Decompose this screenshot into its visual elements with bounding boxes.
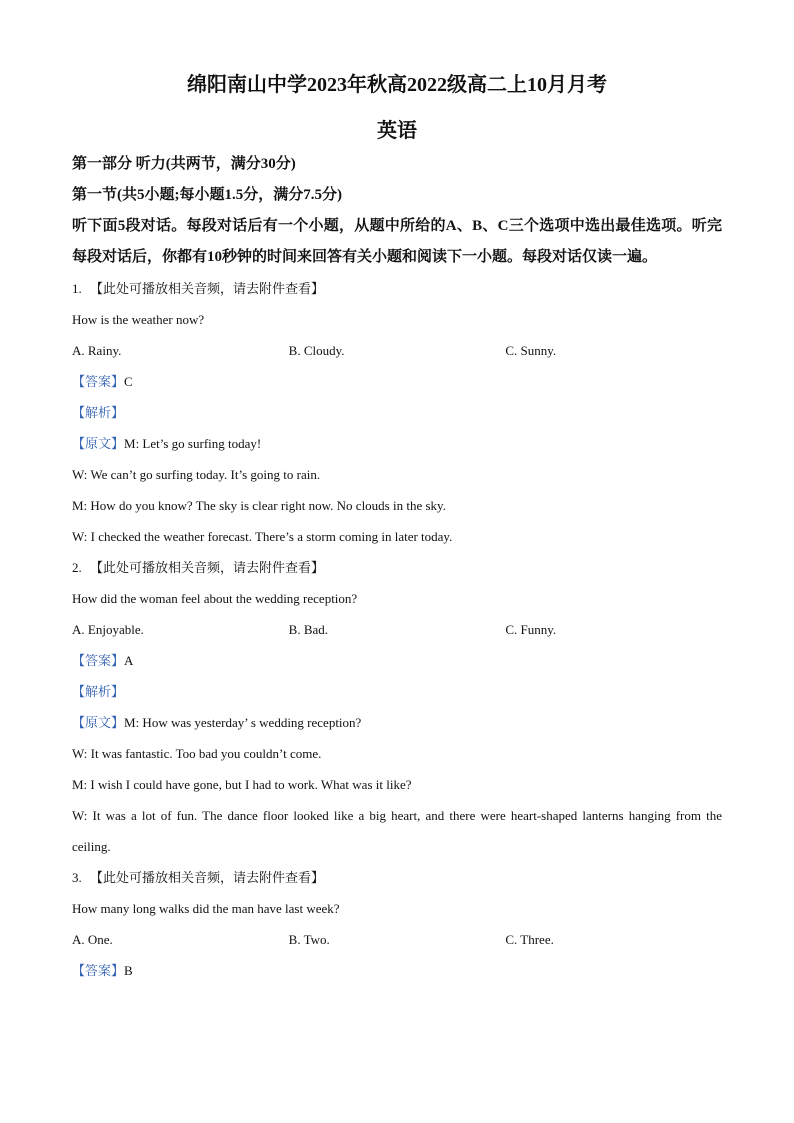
option-a: A. Rainy.	[72, 343, 122, 358]
answer-line	[72, 645, 722, 676]
options-row	[72, 614, 722, 645]
transcript-line	[72, 707, 722, 738]
analysis-label: 【解析】	[72, 405, 125, 420]
audio-placeholder[interactable]: 【此处可播放相关音频，请去附件查看】	[90, 281, 325, 296]
option-a: A. Enjoyable.	[72, 622, 144, 637]
answer-label: 【答案】	[72, 963, 125, 978]
option-c: C. Funny.	[505, 622, 557, 637]
instructions: 听下面5段对话。每段对话后有一个小题，从题中所给的A、B、C三个选项中选出最佳选项。听完每段对话后，你都有10秒钟的时间来回答有关小题和阅读下一小题。每段对话仅读一遍。	[72, 218, 722, 265]
answer-value: A	[124, 653, 134, 668]
option-c: C. Sunny.	[505, 343, 557, 358]
question-number: 1.	[72, 281, 82, 296]
transcript-line: W: I checked the weather forecast. There’s a storm coming in later today.	[72, 529, 453, 544]
answer-value: B	[124, 963, 133, 978]
transcript-line: M: How do you know? The sky is clear right now. No clouds in the sky.	[72, 498, 446, 513]
answer-value: C	[124, 374, 133, 389]
subject-title: 英语	[377, 120, 417, 142]
transcript-line: M: I wish I could have gone, but I had to work. What was it like?	[72, 777, 412, 792]
question-audio-line	[72, 862, 722, 893]
question-text: How did the woman feel about the wedding reception?	[72, 591, 358, 606]
transcript-line: W: It was fantastic. Too bad you couldn’t come.	[72, 746, 322, 761]
transcript-line: W: We can’t go surfing today. It’s going to rain.	[72, 467, 321, 482]
answer-label: 【答案】	[72, 374, 125, 389]
subsection-heading: 第一节(共5小题;每小题1.5分，满分7.5分)	[72, 187, 342, 203]
option-a: A. One.	[72, 932, 113, 947]
transcript-label: 【原文】	[72, 715, 125, 730]
audio-placeholder[interactable]: 【此处可播放相关音频，请去附件查看】	[90, 560, 325, 575]
question-text: How many long walks did the man have last week?	[72, 901, 340, 916]
option-b: B. Bad.	[288, 622, 329, 637]
question-number: 2.	[72, 560, 82, 575]
analysis-line	[72, 676, 722, 707]
options-row	[72, 924, 722, 955]
answer-line	[72, 366, 722, 397]
part-heading: 第一部分 听力(共两节，满分30分)	[72, 156, 296, 172]
transcript-label: 【原文】	[72, 436, 125, 451]
option-b: B. Cloudy.	[288, 343, 345, 358]
analysis-line	[72, 397, 722, 428]
question-audio-line	[72, 552, 722, 583]
transcript-line: W: It was a lot of fun. The dance floor looked like a big heart, and there were heart-shaped lanterns hanging from the ceiling.	[72, 808, 722, 854]
option-c: C. Three.	[505, 932, 554, 947]
answer-line	[72, 955, 722, 986]
answer-label: 【答案】	[72, 653, 125, 668]
transcript-line	[72, 428, 722, 459]
audio-placeholder[interactable]: 【此处可播放相关音频，请去附件查看】	[90, 870, 325, 885]
options-row	[72, 335, 722, 366]
question-number: 3.	[72, 870, 82, 885]
question-text: How is the weather now?	[72, 312, 205, 327]
question-audio-line	[72, 273, 722, 304]
transcript-text: M: Let’s go surfing today!	[124, 436, 262, 451]
option-b: B. Two.	[288, 932, 330, 947]
page-title: 绵阳南山中学2023年秋高2022级高二上10月月考	[187, 74, 607, 96]
transcript-text: M: How was yesterday’ s wedding reception?	[124, 715, 362, 730]
exam-content	[72, 149, 722, 986]
analysis-label: 【解析】	[72, 684, 125, 699]
